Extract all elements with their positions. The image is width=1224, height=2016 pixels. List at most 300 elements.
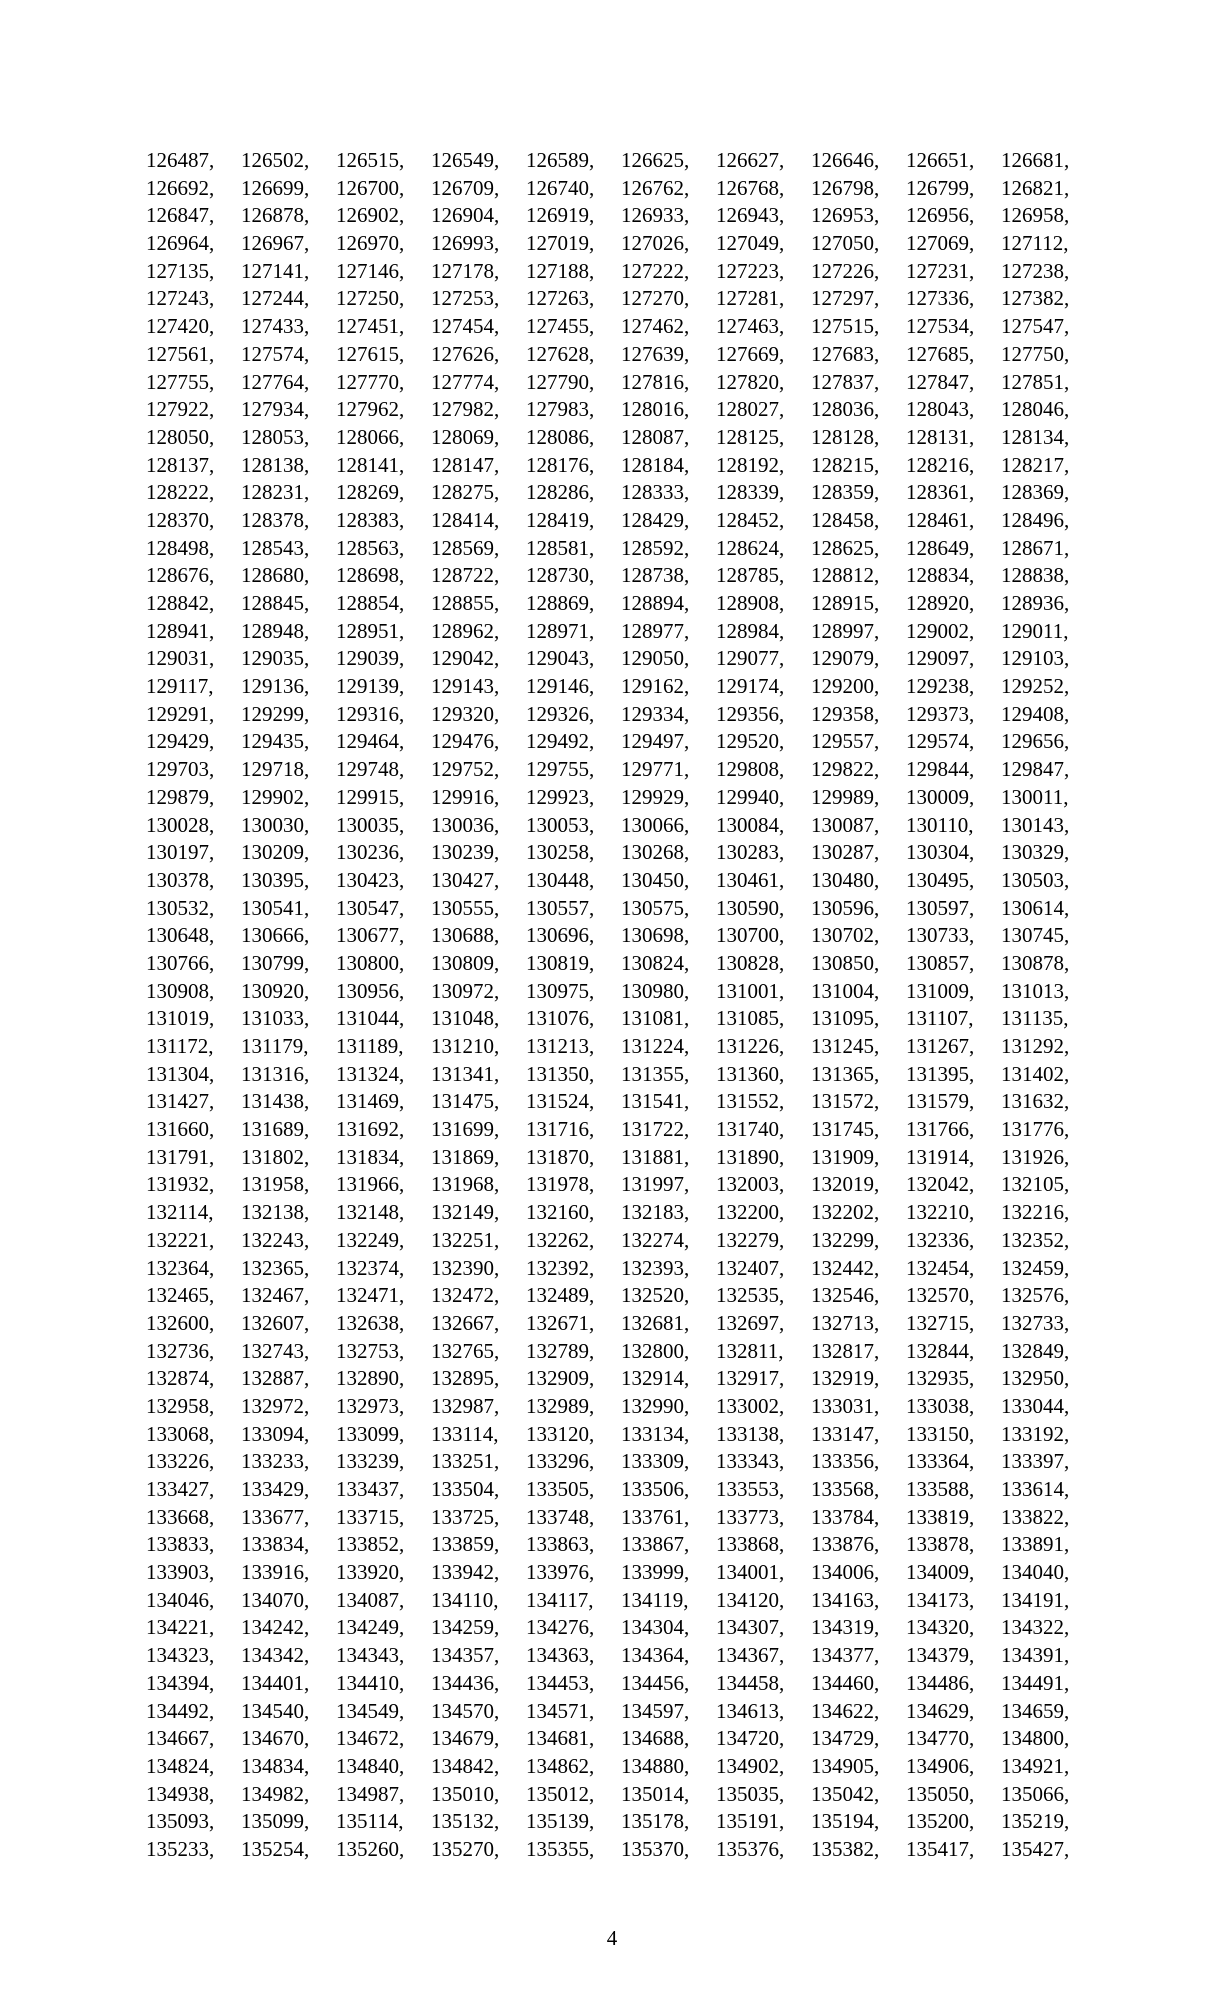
- number-cell: 126958,: [1001, 203, 1070, 228]
- number-cell: 129299,: [241, 701, 310, 726]
- number-cell: 133437,: [336, 1477, 405, 1501]
- number-cell: 130766,: [146, 950, 215, 975]
- number-cell: 132183,: [621, 1200, 690, 1225]
- number-cell: 134842,: [431, 1753, 500, 1778]
- number-cell: 132467,: [241, 1283, 310, 1308]
- number-cell: 134364,: [621, 1643, 690, 1668]
- number-cell: 126902,: [336, 203, 405, 228]
- number-cell: 128128,: [811, 424, 880, 449]
- number-cell: 133356,: [811, 1449, 880, 1474]
- number-cell: 134319,: [811, 1615, 880, 1640]
- number-cell: 128050,: [146, 424, 215, 449]
- number-cell: 135376,: [716, 1836, 785, 1861]
- number-cell: 130110,: [906, 812, 974, 837]
- number-cell: 133038,: [906, 1393, 975, 1418]
- number-cell: 134938,: [146, 1781, 215, 1806]
- number-cell: 133715,: [336, 1504, 405, 1529]
- number-cell: 130197,: [146, 840, 215, 865]
- number-row: [146, 922, 1096, 950]
- number-cell: 128216,: [906, 452, 975, 477]
- number-cell: 131081,: [621, 1006, 690, 1031]
- number-cell: 132138,: [241, 1200, 310, 1225]
- number-cell: 129557,: [811, 729, 880, 754]
- number-cell: 130733,: [906, 923, 975, 948]
- number-cell: 128087,: [621, 424, 690, 449]
- number-cell: 132149,: [431, 1200, 500, 1225]
- number-cell: 132972,: [241, 1393, 310, 1418]
- number-row: [146, 590, 1096, 618]
- number-cell: 135233,: [146, 1836, 215, 1861]
- number-cell: 131914,: [906, 1144, 975, 1169]
- number-cell: 135219,: [1001, 1809, 1070, 1834]
- number-cell: 130745,: [1001, 923, 1070, 948]
- number-cell: 127669,: [716, 341, 785, 366]
- number-cell: 132638,: [336, 1310, 405, 1335]
- number-cell: 130614,: [1001, 895, 1070, 920]
- number-cell: 128016,: [621, 397, 690, 422]
- number-cell: 133903,: [146, 1560, 215, 1585]
- number-row: [146, 1781, 1096, 1809]
- number-cell: 135254,: [241, 1836, 310, 1861]
- number-cell: 127547,: [1001, 314, 1070, 339]
- number-cell: 130532,: [146, 895, 215, 920]
- number-cell: 126699,: [241, 175, 310, 200]
- number-cell: 127515,: [811, 314, 880, 339]
- number-cell: 130590,: [716, 895, 785, 920]
- number-cell: 134110,: [431, 1587, 499, 1612]
- number-cell: 130702,: [811, 923, 880, 948]
- number-cell: 133819,: [906, 1504, 975, 1529]
- number-cell: 127683,: [811, 341, 880, 366]
- number-cell: 128414,: [431, 507, 500, 532]
- number-cell: 129035,: [241, 646, 310, 671]
- number-cell: 133099,: [336, 1421, 405, 1446]
- number-cell: 132279,: [716, 1227, 785, 1252]
- number-cell: 128137,: [146, 452, 215, 477]
- number-cell: 126904,: [431, 203, 500, 228]
- number-cell: 134862,: [526, 1753, 595, 1778]
- number-cell: 134006,: [811, 1560, 880, 1585]
- number-cell: 133192,: [1001, 1421, 1070, 1446]
- number-cell: 129373,: [906, 701, 975, 726]
- number-cell: 134001,: [716, 1560, 785, 1585]
- number-cell: 127837,: [811, 369, 880, 394]
- number-cell: 131469,: [336, 1089, 405, 1114]
- number-cell: 131189,: [336, 1034, 404, 1058]
- number-cell: 133784,: [811, 1504, 880, 1529]
- number-cell: 128458,: [811, 507, 880, 532]
- number-cell: 127026,: [621, 231, 690, 256]
- number-cell: 130972,: [431, 978, 500, 1003]
- number-cell: 132459,: [1001, 1255, 1070, 1280]
- number-cell: 128834,: [906, 563, 975, 588]
- number-cell: 134391,: [1001, 1643, 1070, 1668]
- number-cell: 130799,: [241, 950, 310, 975]
- number-cell: 133044,: [1001, 1393, 1070, 1418]
- number-cell: 131699,: [431, 1117, 500, 1142]
- number-cell: 129042,: [431, 646, 500, 671]
- number-cell: 128269,: [336, 480, 405, 505]
- number-cell: 131932,: [146, 1172, 215, 1197]
- number-cell: 131360,: [716, 1061, 785, 1086]
- number-cell: 132697,: [716, 1310, 785, 1335]
- number-cell: 133226,: [146, 1449, 215, 1474]
- number-cell: 132299,: [811, 1227, 880, 1252]
- number-cell: 133891,: [1001, 1532, 1070, 1557]
- number-cell: 134667,: [146, 1726, 215, 1751]
- number-cell: 129940,: [716, 784, 785, 809]
- number-cell: 134491,: [1001, 1670, 1070, 1695]
- number-cell: 128722,: [431, 563, 500, 588]
- number-cell: 131402,: [1001, 1061, 1070, 1086]
- number-cell: 127281,: [716, 286, 785, 311]
- number-cell: 128698,: [336, 563, 405, 588]
- number-row: [146, 839, 1096, 867]
- number-cell: 128419,: [526, 507, 595, 532]
- number-cell: 133251,: [431, 1449, 500, 1474]
- number-cell: 128812,: [811, 563, 880, 588]
- number-cell: 129356,: [716, 701, 785, 726]
- number-cell: 131958,: [241, 1172, 310, 1197]
- number-cell: 131107,: [906, 1006, 974, 1031]
- number-cell: 131572,: [811, 1089, 880, 1114]
- number-cell: 129334,: [621, 701, 690, 726]
- number-cell: 135066,: [1001, 1781, 1070, 1806]
- number-cell: 130800,: [336, 950, 405, 975]
- number-cell: 135050,: [906, 1781, 975, 1806]
- number-cell: 133761,: [621, 1504, 690, 1529]
- number-cell: 127962,: [336, 397, 405, 422]
- number-cell: 127816,: [621, 369, 690, 394]
- number-cell: 128854,: [336, 591, 405, 615]
- number-cell: 129039,: [336, 646, 405, 671]
- number-cell: 135382,: [811, 1836, 880, 1861]
- number-row: [146, 1531, 1096, 1559]
- number-cell: 126798,: [811, 175, 880, 200]
- number-cell: 134307,: [716, 1615, 785, 1640]
- number-cell: 128498,: [146, 535, 215, 560]
- number-cell: 132743,: [241, 1338, 310, 1363]
- number-cell: 134492,: [146, 1698, 215, 1723]
- number-cell: 134681,: [526, 1726, 595, 1751]
- number-row: [146, 1725, 1096, 1753]
- number-cell: 127847,: [906, 369, 975, 394]
- number-cell: 133916,: [241, 1560, 310, 1585]
- number-cell: 129847,: [1001, 757, 1070, 782]
- number-row: [146, 396, 1096, 424]
- number-cell: 132817,: [811, 1338, 880, 1363]
- number-cell: 131179,: [241, 1034, 309, 1058]
- number-row: [146, 950, 1096, 978]
- number-cell: 130480,: [811, 867, 880, 892]
- page-number: 4: [606, 1926, 618, 1950]
- number-cell: 135355,: [526, 1836, 595, 1861]
- number-cell: 128138,: [241, 452, 310, 477]
- number-cell: 132336,: [906, 1227, 975, 1252]
- number-cell: 133505,: [526, 1477, 595, 1501]
- number-row: [146, 1227, 1096, 1255]
- number-cell: 132713,: [811, 1310, 880, 1335]
- number-cell: 129358,: [811, 701, 880, 726]
- number-cell: 131316,: [241, 1061, 310, 1086]
- number-cell: 129703,: [146, 757, 215, 782]
- number-cell: 126651,: [906, 148, 975, 172]
- number-cell: 127226,: [811, 258, 880, 283]
- number-row: [146, 1393, 1096, 1421]
- number-cell: 127382,: [1001, 286, 1070, 311]
- number-cell: 134320,: [906, 1615, 975, 1640]
- number-cell: 128842,: [146, 591, 215, 615]
- number-cell: 131740,: [716, 1117, 785, 1142]
- number-row: [146, 1171, 1096, 1199]
- number-cell: 128936,: [1001, 591, 1070, 615]
- number-cell: 134880,: [621, 1753, 690, 1778]
- number-cell: 130648,: [146, 923, 215, 948]
- number-cell: 130700,: [716, 923, 785, 948]
- number-cell: 129497,: [621, 729, 690, 754]
- number-cell: 128378,: [241, 507, 310, 532]
- number-cell: 134982,: [241, 1781, 310, 1806]
- number-cell: 134259,: [431, 1615, 500, 1640]
- number-cell: 132407,: [716, 1255, 785, 1280]
- number-cell: 127764,: [241, 369, 310, 394]
- number-cell: 129916,: [431, 784, 500, 809]
- number-cell: 128948,: [241, 618, 310, 643]
- number-cell: 133868,: [716, 1532, 785, 1557]
- number-cell: 129043,: [526, 646, 595, 671]
- number-cell: 130547,: [336, 895, 405, 920]
- number-cell: 129748,: [336, 757, 405, 782]
- number-cell: 134906,: [906, 1753, 975, 1778]
- number-cell: 131213,: [526, 1034, 595, 1058]
- number-cell: 130828,: [716, 950, 785, 975]
- number-row: [146, 867, 1096, 895]
- number-cell: 130258,: [526, 840, 595, 865]
- number-row: [146, 1338, 1096, 1366]
- number-cell: 132465,: [146, 1283, 215, 1308]
- number-cell: 130698,: [621, 923, 690, 948]
- number-cell: 135014,: [621, 1781, 690, 1806]
- number-cell: 128286,: [526, 480, 595, 505]
- number-cell: 129752,: [431, 757, 500, 782]
- number-cell: 131004,: [811, 978, 880, 1003]
- number-cell: 133506,: [621, 1477, 690, 1501]
- number-cell: 132393,: [621, 1255, 690, 1280]
- number-cell: 135093,: [146, 1809, 215, 1834]
- number-cell: 128543,: [241, 535, 310, 560]
- number-cell: 133002,: [716, 1393, 785, 1418]
- number-cell: 128086,: [526, 424, 595, 449]
- number-cell: 134117,: [526, 1587, 594, 1612]
- number-cell: 134486,: [906, 1670, 975, 1695]
- number-cell: 132600,: [146, 1310, 215, 1335]
- number-cell: 132489,: [526, 1283, 595, 1308]
- number-cell: 132546,: [811, 1283, 880, 1308]
- number-cell: 126681,: [1001, 148, 1070, 172]
- number-cell: 135010,: [431, 1781, 500, 1806]
- number-cell: 134679,: [431, 1726, 500, 1751]
- number-cell: 130450,: [621, 867, 690, 892]
- number-cell: 134670,: [241, 1726, 310, 1751]
- number-row: [146, 812, 1096, 840]
- number-cell: 133668,: [146, 1504, 215, 1529]
- number-cell: 127934,: [241, 397, 310, 422]
- number-cell: 130461,: [716, 867, 785, 892]
- number-cell: 128894,: [621, 591, 690, 615]
- number-cell: 130908,: [146, 978, 215, 1003]
- number-cell: 133920,: [336, 1560, 405, 1585]
- number-cell: 130541,: [241, 895, 310, 920]
- number-cell: 130423,: [336, 867, 405, 892]
- number-cell: 133309,: [621, 1449, 690, 1474]
- number-cell: 130053,: [526, 812, 595, 837]
- number-cell: 134249,: [336, 1615, 405, 1640]
- number-cell: 132844,: [906, 1338, 975, 1363]
- number-cell: 132681,: [621, 1310, 690, 1335]
- number-cell: 128461,: [906, 507, 975, 532]
- number-cell: 128369,: [1001, 480, 1070, 505]
- number-row: [146, 535, 1096, 563]
- number-cell: 131427,: [146, 1089, 215, 1114]
- number-cell: 128066,: [336, 424, 405, 449]
- number-cell: 134087,: [336, 1587, 405, 1612]
- number-cell: 128452,: [716, 507, 785, 532]
- number-cell: 128192,: [716, 452, 785, 477]
- number-cell: 126487,: [146, 148, 215, 172]
- number-cell: 133999,: [621, 1560, 690, 1585]
- number-cell: 132990,: [621, 1393, 690, 1418]
- number-cell: 130209,: [241, 840, 310, 865]
- number-cell: 131997,: [621, 1172, 690, 1197]
- number-cell: 130824,: [621, 950, 690, 975]
- number-row: [146, 452, 1096, 480]
- number-cell: 132003,: [716, 1172, 785, 1197]
- number-cell: 128184,: [621, 452, 690, 477]
- number-cell: 128984,: [716, 618, 785, 643]
- number-cell: 133427,: [146, 1477, 215, 1501]
- number-cell: 133239,: [336, 1449, 405, 1474]
- number-cell: 127250,: [336, 286, 405, 311]
- number-cell: 134456,: [621, 1670, 690, 1695]
- number-cell: 131541,: [621, 1089, 690, 1114]
- number-cell: 126692,: [146, 175, 215, 200]
- number-cell: 132987,: [431, 1393, 500, 1418]
- number-cell: 128027,: [716, 397, 785, 422]
- number-cell: 131013,: [1001, 978, 1070, 1003]
- number-row: [146, 1448, 1096, 1476]
- number-cell: 131009,: [906, 978, 975, 1003]
- number-cell: 128043,: [906, 397, 975, 422]
- number-cell: 129844,: [906, 757, 975, 782]
- number-cell: 135191,: [716, 1809, 785, 1834]
- number-cell: 130503,: [1001, 867, 1070, 892]
- number-cell: 132765,: [431, 1338, 500, 1363]
- number-cell: 132042,: [906, 1172, 975, 1197]
- number-cell: 135132,: [431, 1809, 500, 1834]
- number-cell: 127222,: [621, 258, 690, 283]
- number-cell: 126515,: [336, 148, 405, 172]
- number-cell: 129316,: [336, 701, 405, 726]
- number-row: [146, 1504, 1096, 1532]
- number-cell: 134460,: [811, 1670, 880, 1695]
- number-cell: 130975,: [526, 978, 595, 1003]
- number-row: [146, 285, 1096, 313]
- number-cell: 134304,: [621, 1615, 690, 1640]
- number-cell: 128429,: [621, 507, 690, 532]
- number-cell: 131966,: [336, 1172, 405, 1197]
- number-cell: 134394,: [146, 1670, 215, 1695]
- number-row: [146, 1365, 1096, 1393]
- number-cell: 131802,: [241, 1144, 310, 1169]
- number-cell: 126768,: [716, 175, 785, 200]
- number-row: [146, 618, 1096, 646]
- number-cell: 128869,: [526, 591, 595, 615]
- number-cell: 134672,: [336, 1726, 405, 1751]
- number-row: [146, 562, 1096, 590]
- number-cell: 127639,: [621, 341, 690, 366]
- number-cell: 134622,: [811, 1698, 880, 1723]
- number-cell: 129656,: [1001, 729, 1070, 754]
- number-cell: 127983,: [526, 397, 595, 422]
- number-cell: 129031,: [146, 646, 215, 671]
- number-row: [146, 1614, 1096, 1642]
- number-cell: 127049,: [716, 231, 785, 256]
- number-cell: 129050,: [621, 646, 690, 671]
- number-cell: 127231,: [906, 258, 975, 283]
- number-cell: 131632,: [1001, 1089, 1070, 1114]
- number-cell: 134905,: [811, 1753, 880, 1778]
- number-cell: 130239,: [431, 840, 500, 865]
- number-cell: 129429,: [146, 729, 215, 754]
- number-cell: 131745,: [811, 1117, 880, 1142]
- number-cell: 127297,: [811, 286, 880, 311]
- number-cell: 128370,: [146, 507, 215, 532]
- number-row: [146, 1698, 1096, 1726]
- number-row: [146, 147, 1096, 175]
- number-cell: 129139,: [336, 674, 405, 699]
- number-cell: 128920,: [906, 591, 975, 615]
- number-cell: 130236,: [336, 840, 405, 865]
- number-cell: 127336,: [906, 286, 975, 311]
- number-cell: 132800,: [621, 1338, 690, 1363]
- number-cell: 134540,: [241, 1698, 310, 1723]
- number-cell: 135270,: [431, 1836, 500, 1861]
- number-cell: 131692,: [336, 1117, 405, 1142]
- number-cell: 127774,: [431, 369, 500, 394]
- number-cell: 129408,: [1001, 701, 1070, 726]
- number-cell: 134549,: [336, 1698, 405, 1723]
- number-cell: 128838,: [1001, 563, 1070, 588]
- number-cell: 132251,: [431, 1227, 500, 1252]
- number-cell: 127755,: [146, 369, 215, 394]
- number-cell: 126799,: [906, 175, 975, 200]
- number-row: [146, 895, 1096, 923]
- number-cell: 132520,: [621, 1283, 690, 1308]
- number-cell: 134276,: [526, 1615, 595, 1640]
- number-cell: 134902,: [716, 1753, 785, 1778]
- number-row: [146, 1476, 1096, 1504]
- number-cell: 132114,: [146, 1200, 214, 1225]
- number-cell: 130956,: [336, 978, 405, 1003]
- number-cell: 131926,: [1001, 1144, 1070, 1169]
- number-row: [146, 258, 1096, 286]
- number-cell: 127982,: [431, 397, 500, 422]
- number-cell: 131085,: [716, 1006, 785, 1031]
- number-cell: 131716,: [526, 1117, 595, 1142]
- number-cell: 132917,: [716, 1366, 785, 1391]
- number-cell: 130980,: [621, 978, 690, 1003]
- number-row: [146, 1088, 1096, 1116]
